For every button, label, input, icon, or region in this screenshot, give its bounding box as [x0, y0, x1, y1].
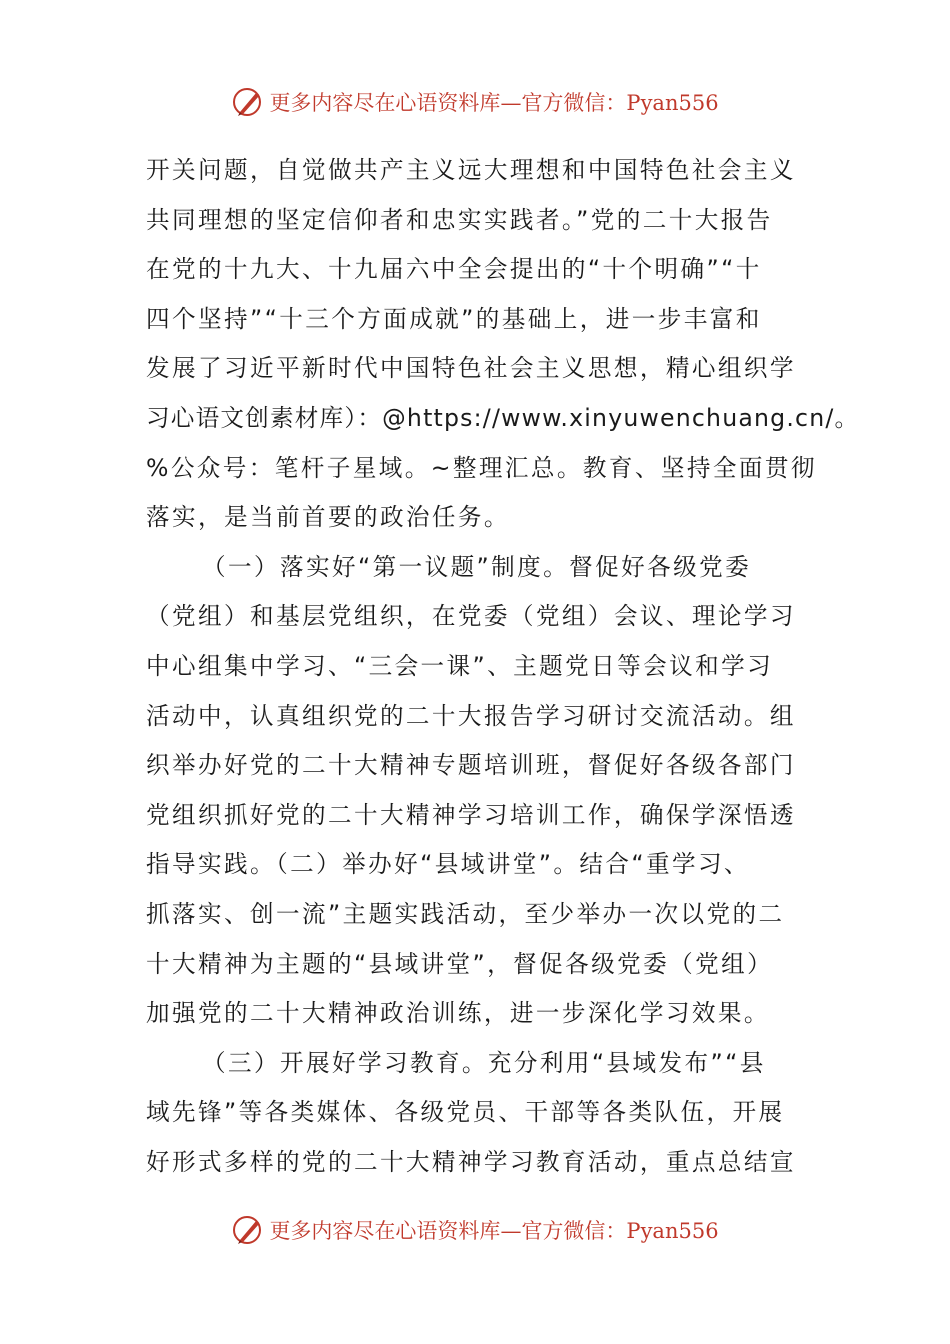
text-line: 域先锋”等各类媒体、各级党员、干部等各类队伍，开展 — [146, 1098, 785, 1127]
paragraph-start-line: （一）落实好“第一议题”制度。督促好各级党委 — [202, 552, 752, 581]
text-line: 党组织抓好党的二十大精神学习培训工作，确保学深悟透 — [146, 800, 796, 829]
header-banner — [0, 80, 950, 124]
text-line: 活动中，认真组织党的二十大报告学习研讨交流活动。组 — [146, 701, 796, 730]
pen-logo-icon — [231, 85, 265, 119]
document-body — [146, 146, 860, 1187]
text-line: 落实，是当前首要的政治任务。 — [146, 503, 510, 532]
text-line: 指导实践。（二）举办好“县域讲堂”。结合“重学习、 — [146, 850, 750, 879]
banner-text: 更多内容尽在心语资料库—官方微信：Pyan556 — [269, 91, 719, 115]
text-line: 抓落实、创一流”主题实践活动，至少举办一次以党的二 — [146, 899, 785, 928]
text-line: 十大精神为主题的“县域讲堂”，督促各级党委（党组） — [146, 949, 774, 978]
pen-logo-icon — [231, 1213, 265, 1247]
text-line: 中心组集中学习、“三会一课”、主题党日等会议和学习 — [146, 651, 774, 680]
text-line: 共同理想的坚定信仰者和忠实实践者。”党的二十大报告 — [146, 205, 773, 234]
text-line: 习心语文创素材库）：@https://www.xinyuwenchuang.cn/。 — [146, 403, 860, 432]
text-line: 开关问题，自觉做共产主义远大理想和中国特色社会主义 — [146, 156, 796, 184]
text-line: 发展了习近平新时代中国特色社会主义思想，精心组织学 — [146, 354, 796, 383]
text-line: 织举办好党的二十大精神专题培训班，督促好各级各部门 — [146, 751, 796, 780]
paragraph-start-line: （三）开展好学习教育。充分利用“县域发布”“县 — [202, 1048, 766, 1077]
banner-text: 更多内容尽在心语资料库—官方微信：Pyan556 — [269, 1219, 719, 1243]
text-line: %公众号：笔杆子星域。~整理汇总。教育、坚持全面贯彻 — [146, 453, 817, 482]
text-line: 四个坚持”“十三个方面成就”的基础上，进一步丰富和 — [146, 304, 762, 333]
footer-banner — [0, 1208, 950, 1252]
text-line: 好形式多样的党的二十大精神学习教育活动，重点总结宣 — [146, 1147, 796, 1176]
text-line: （党组）和基层党组织，在党委（党组）会议、理论学习 — [146, 602, 796, 631]
text-line: 加强党的二十大精神政治训练，进一步深化学习效果。 — [146, 999, 770, 1028]
text-line: 在党的十九大、十九届六中全会提出的“十个明确”“十 — [146, 255, 762, 284]
